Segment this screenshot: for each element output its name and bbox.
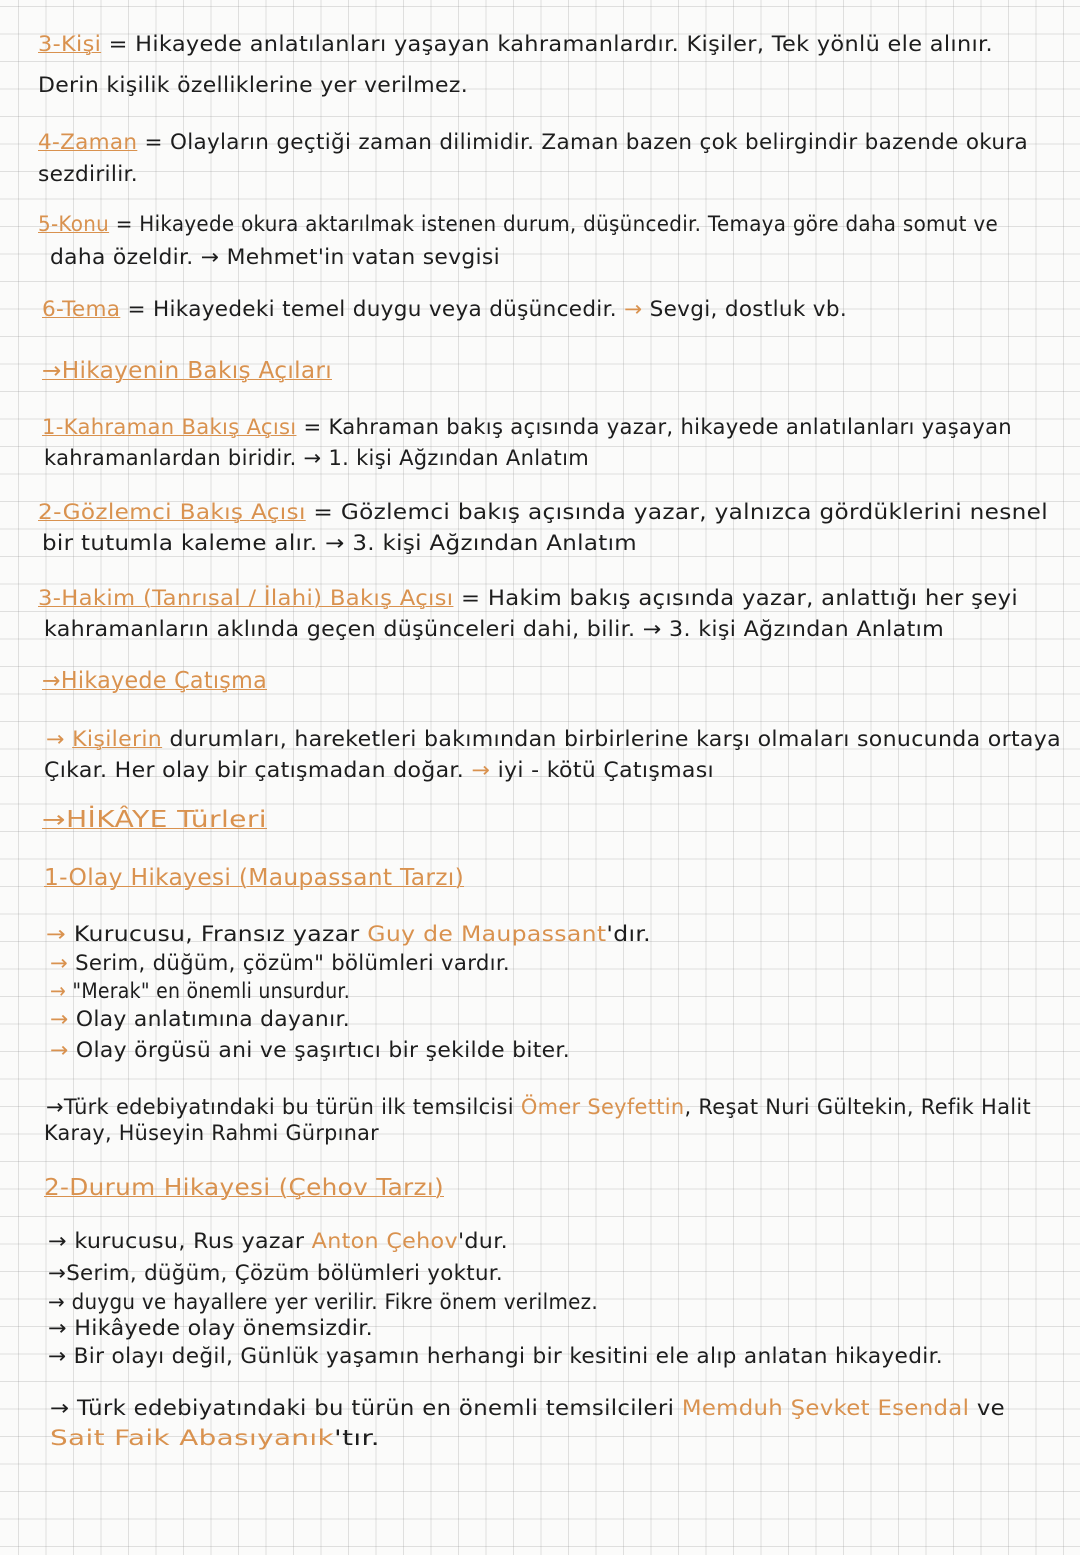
note-text: Serim, düğüm, çözüm" bölümleri vardır. (75, 951, 510, 975)
note-text: iyi - kötü Çatışması (490, 758, 714, 782)
note-line (48, 1344, 943, 1368)
note-line (42, 668, 267, 694)
note-line (42, 807, 267, 833)
note-text: = Hakim bakış açısında yazar, anlattığı her şeyi (453, 586, 1019, 610)
note-text: = Gözlemci bakış açısında yazar, yalnızca gördüklerini nesnel (305, 500, 1048, 524)
note-text: → duygu ve hayallere yer verilir. Fikre önem verilmez. (48, 1290, 598, 1314)
note-text: Çıkar. Her olay bir çatışmadan doğar. (44, 758, 472, 782)
note-text: 'dur. (457, 1229, 508, 1253)
note-line (44, 1121, 379, 1145)
highlighted-text: 1-Olay Hikayesi (Maupassant Tarzı) (44, 865, 464, 891)
note-line (44, 1175, 444, 1201)
highlighted-text: →Hikayede Çatışma (42, 668, 267, 694)
note-text: Kurucusu, Fransız yazar (73, 922, 368, 946)
highlighted-text: 3-Kişi (38, 32, 102, 56)
note-text: "Merak" en önemli unsurdur. (72, 979, 351, 1003)
highlighted-text: 2-Durum Hikayesi (Çehov Tarzı) (44, 1175, 444, 1201)
highlighted-text: → (50, 1007, 76, 1031)
note-text: →Türk edebiyatındaki bu türün ilk temsilcisi (46, 1095, 521, 1119)
note-text: = Olayların geçtiği zaman dilimidir. Zaman bazen çok belirgindir bazende okura (137, 130, 1028, 154)
note-text: → Bir olayı değil, Günlük yaşamın herhangi bir kesitini ele alıp anlatan hikayedir. (48, 1344, 944, 1368)
note-text: kahramanlardan biridir. → 1. kişi Ağzından Anlatım (44, 446, 589, 470)
note-line (46, 922, 651, 946)
highlighted-text: Ömer Seyfettin (520, 1095, 685, 1119)
note-line (50, 1426, 380, 1450)
highlighted-text: →HİKÂYE Türleri (42, 807, 267, 833)
note-line (38, 212, 998, 236)
note-text: bir tutumla kaleme alır. → 3. kişi Ağzından Anlatım (42, 531, 637, 555)
note-line (50, 1038, 570, 1062)
note-line (46, 1095, 1031, 1119)
note-text: durumları, hareketleri bakımından birbirlerine karşı olmaları sonucunda ortaya (162, 727, 1061, 751)
highlighted-text: → (471, 758, 491, 782)
highlighted-text: 3-Hakim (Tanrısal / İlahi) Bakış Açısı (38, 586, 454, 610)
note-line (42, 358, 332, 384)
note-line (50, 1396, 1005, 1420)
highlighted-text: → (46, 727, 73, 751)
highlighted-text: Guy de Maupassant (367, 922, 607, 946)
highlighted-text: → (624, 297, 643, 321)
note-line (48, 1316, 373, 1340)
note-line (50, 951, 510, 975)
note-text: Olay örgüsü ani ve şaşırtıcı bir şekilde biter. (75, 1038, 570, 1062)
note-text: daha özeldir. → Mehmet'in vatan sevgisi (50, 245, 500, 269)
highlighted-text: → (46, 922, 74, 946)
note-line (48, 1261, 503, 1285)
highlighted-text: Sait Faik Abasıyanık (50, 1426, 335, 1450)
note-line (38, 32, 993, 56)
note-line (48, 1290, 598, 1314)
note-text: ve (969, 1396, 1005, 1420)
note-text: sezdirilir. (38, 162, 138, 186)
highlighted-text: 6-Tema (42, 297, 121, 321)
note-text: → Türk edebiyatındaki bu türün en önemli temsilcileri (50, 1396, 682, 1420)
highlighted-text: → (50, 951, 76, 975)
highlighted-text: Anton Çehov (311, 1229, 458, 1253)
note-text: kahramanların aklında geçen düşünceleri dahi, bilir. → 3. kişi Ağzından Anlatım (44, 617, 944, 641)
highlighted-text: → (50, 979, 73, 1003)
note-line (42, 297, 847, 321)
highlighted-text: 1-Kahraman Bakış Açısı (42, 415, 297, 439)
note-text: , Reşat Nuri Gültekin, Refik Halit (684, 1095, 1031, 1119)
note-line (44, 617, 944, 641)
note-line (46, 727, 1061, 751)
note-line (42, 415, 1012, 439)
highlighted-text: Kişilerin (72, 727, 163, 751)
note-text: = Hikayede okura aktarılmak istenen durum, düşüncedir. Temaya göre daha somut ve (109, 212, 998, 236)
highlighted-text: 4-Zaman (38, 130, 138, 154)
note-line (38, 73, 468, 97)
note-text: Derin kişilik özelliklerine yer verilmez. (38, 73, 468, 97)
note-text: 'tır. (334, 1426, 380, 1450)
note-text: →Serim, düğüm, Çözüm bölümleri yoktur. (48, 1261, 503, 1285)
note-text: Karay, Hüseyin Rahmi Gürpınar (44, 1121, 379, 1145)
note-text: → Hikâyede olay önemsizdir. (48, 1316, 374, 1340)
note-line (38, 130, 1028, 154)
note-line (42, 531, 637, 555)
highlighted-text: Memduh Şevket Esendal (681, 1396, 970, 1420)
note-line (44, 865, 464, 891)
note-line (38, 500, 1048, 524)
note-text: = Hikayedeki temel duygu veya düşüncedir. (120, 297, 625, 321)
highlighted-text: 2-Gözlemci Bakış Açısı (38, 500, 306, 524)
note-line (38, 586, 1018, 610)
note-line (50, 1007, 350, 1031)
note-line (50, 979, 350, 1003)
note-text: 'dır. (606, 922, 651, 946)
highlighted-text: → (50, 1038, 76, 1062)
note-text: = Hikayede anlatılanları yaşayan kahramanlardır. Kişiler, Tek yönlü ele alınır. (101, 32, 993, 56)
note-text: Olay anlatımına dayanır. (75, 1007, 350, 1031)
highlighted-text: →Hikayenin Bakış Açıları (42, 358, 332, 384)
note-line (44, 758, 714, 782)
note-text: → kurucusu, Rus yazar (48, 1229, 312, 1253)
highlighted-text: 5-Konu (38, 212, 110, 236)
note-line (48, 1229, 508, 1253)
note-line (38, 162, 138, 186)
note-line (50, 245, 500, 269)
note-text: Sevgi, dostluk vb. (642, 297, 847, 321)
note-text: = Kahraman bakış açısında yazar, hikayede anlatılanları yaşayan (296, 415, 1013, 439)
note-line (44, 446, 589, 470)
